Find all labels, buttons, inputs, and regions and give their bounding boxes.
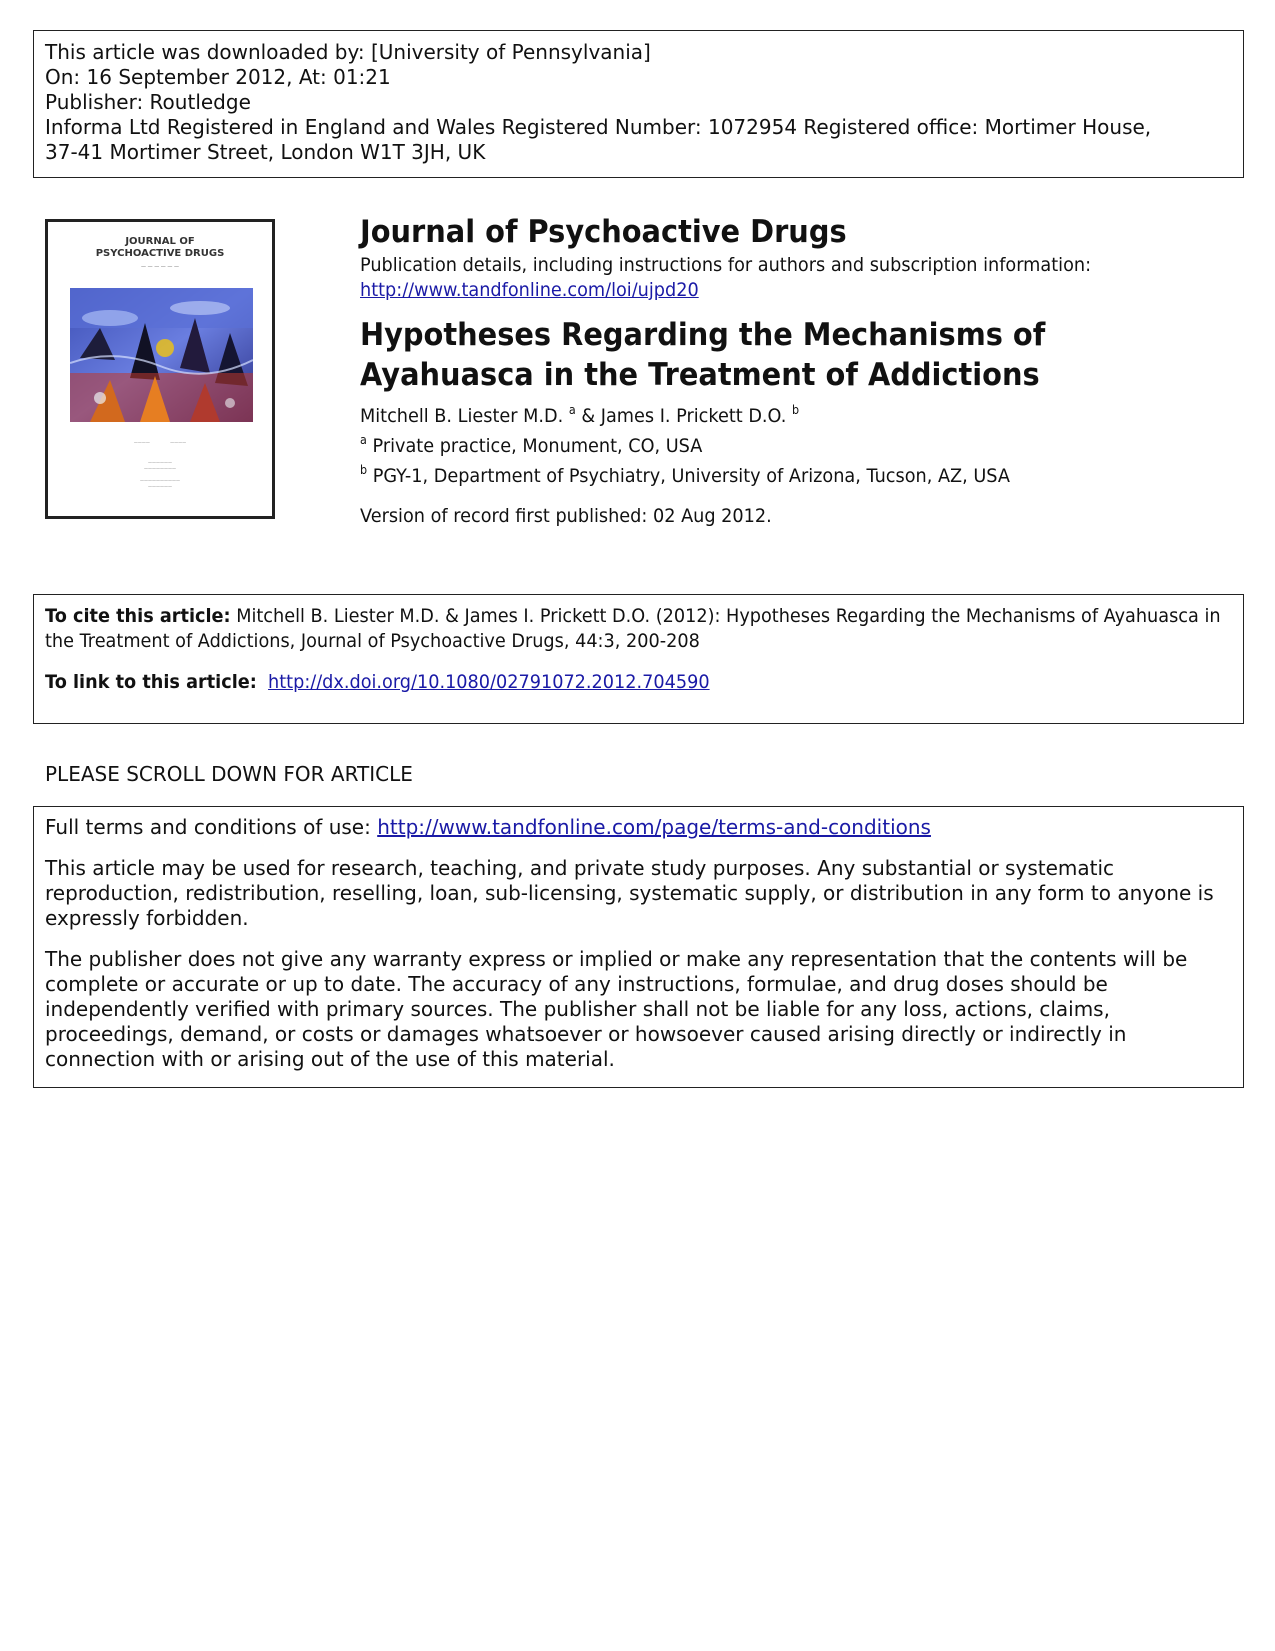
affiliation-a-marker: a <box>360 433 367 447</box>
affiliation-a-text: Private practice, Monument, CO, USA <box>372 435 703 457</box>
cover-footer-decoration: ———— ———— —————— ———————— —————————— —————— <box>133 440 187 489</box>
registration: Informa Ltd Registered in England and Wales Registered Number: 1072954 Registered office: Mortimer House, <box>45 115 1152 139</box>
doi-link[interactable]: http://dx.doi.org/10.1080/02791072.2012.704590 <box>268 671 710 693</box>
download-source: This article was downloaded by: [University of Pennsylvania] <box>45 40 651 64</box>
scroll-notice: PLEASE SCROLL DOWN FOR ARTICLE <box>45 762 413 786</box>
publication-details: Publication details, including instructions for authors and subscription information: <box>360 254 1092 276</box>
terms-label: Full terms and conditions of use: <box>45 815 371 839</box>
author1-affiliation-marker: a <box>568 403 576 417</box>
cover-title-line1: JOURNAL OF <box>125 236 195 247</box>
affiliation-a <box>360 433 1178 459</box>
author-liester: Mitchell B. Liester M.D. <box>360 405 564 427</box>
download-info-box <box>33 30 1244 178</box>
article-info <box>360 213 1240 529</box>
journal-url-link[interactable]: http://www.tandfonline.com/loi/ujpd20 <box>360 279 699 301</box>
usage-terms: This article may be used for research, teaching, and private study purposes. Any substantial or systematic reproduction, redistribution, reselling, loan, sub-licensing, systematic supply, or distribution in any form to anyone is expressly forbidden. <box>45 856 1214 930</box>
affiliation-b-text: PGY-1, Department of Psychiatry, University of Arizona, Tucson, AZ, USA <box>372 465 1010 487</box>
affiliation-b <box>360 463 1178 489</box>
terms-box <box>33 806 1244 1088</box>
author2-affiliation-marker: b <box>791 403 800 417</box>
journal-title: Journal of Psychoactive Drugs <box>360 214 847 250</box>
article-title: Hypotheses Regarding the Mechanisms of Ayahuasca in the Treatment of Addictions <box>360 317 1046 393</box>
cover-artwork <box>70 288 253 422</box>
cover-subtitle-decoration: — — — — — — <box>141 264 179 270</box>
download-date: On: 16 September 2012, At: 01:21 <box>45 65 391 89</box>
link-label: To link to this article: <box>45 671 257 693</box>
cite-label: To cite this article: <box>45 605 231 627</box>
citation <box>45 604 1226 654</box>
authors <box>360 403 1178 429</box>
publisher: Publisher: Routledge <box>45 90 251 114</box>
cover-title-line2: PSYCHOACTIVE DRUGS <box>95 248 225 259</box>
journal-cover-image <box>45 219 275 519</box>
terms-link[interactable]: http://www.tandfonline.com/page/terms-and-conditions <box>377 815 931 839</box>
version-of-record: Version of record first published: 02 Aug 2012. <box>360 505 772 527</box>
cover-title <box>48 236 272 260</box>
disclaimer: The publisher does not give any warranty express or implied or make any representation that the contents will be complete or accurate or up to date. The accuracy of any instructions, formulae, and drug doses should be independently verified with primary sources. The publisher shall not be liable for any loss, actions, claims, proceedings, demand, or costs or damages whatsoever or howsoever caused arising directly or indirectly in connection with or arising out of the use of this material. <box>45 947 1188 1071</box>
affiliation-b-marker: b <box>360 463 368 477</box>
article-link-row <box>45 670 1226 695</box>
cite-text: Mitchell B. Liester M.D. & James I. Prickett D.O. (2012): Hypotheses Regarding the Mechanisms of Ayahuasca in the Treatment of Addictions, Journal of Psychoactive Drugs, 44:3, 200-208 <box>45 605 1221 652</box>
author-separator: & <box>575 405 601 427</box>
registered-address: 37-41 Mortimer Street, London W1T 3JH, UK <box>45 140 486 164</box>
terms-line <box>45 815 1232 840</box>
citation-box <box>33 594 1244 724</box>
author-prickett: James I. Prickett D.O. <box>600 405 787 427</box>
